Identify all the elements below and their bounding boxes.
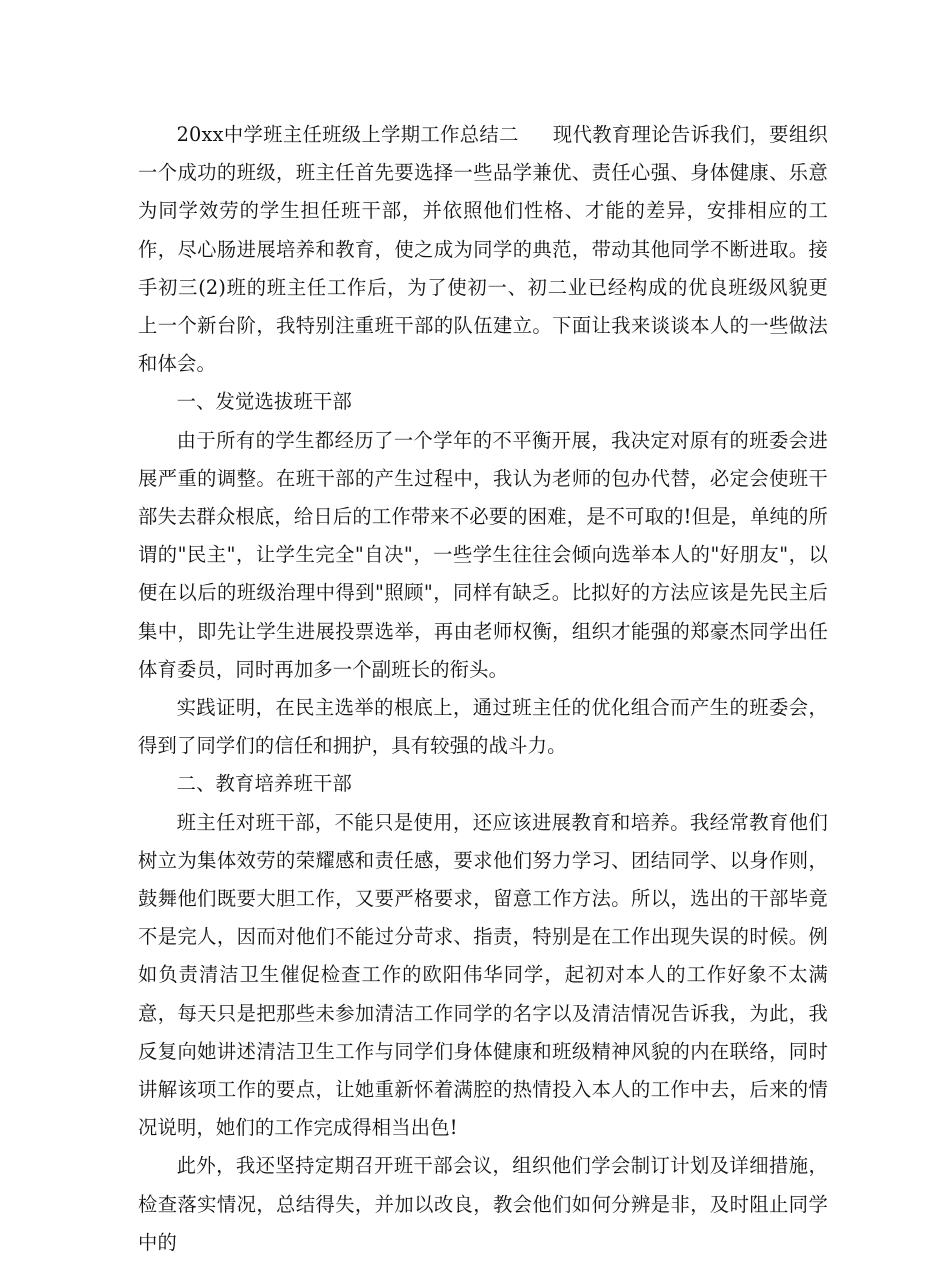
section-heading-1: 一、发觉选拔班干部	[176, 390, 352, 414]
intro-text: 现代教育理论告诉我们，要组织一个成功的班级，班主任首先要选择一些品学兼优、责任心强、身体健康、乐意为同学效劳的学生担任班干部，并依照他们性格、才能的差异，安排相应的工作，尽心肠进展培养和教育，使之成为同学的典范，带动其他同学不断进取。接手初三(2)班的班主任工作后，为了使初一、初二业已经构成的优良班级风貌更上一个新台阶，我特别注重班干部的队伍建立。下面让我来谈谈本人的一些做法和体会。	[138, 123, 828, 376]
intro-paragraph	[138, 116, 828, 383]
section2-paragraph-2: 此外，我还坚持定期召开班干部会议，组织他们学会制订计划及详细措施，检查落实情况，总结得失，并加以改良，教会他们如何分辨是非，及时阻止同学中的	[138, 1154, 828, 1254]
section1-paragraph-2: 实践证明，在民主选举的根底上，通过班主任的优化组合而产生的班委会，得到了同学们的信任和拥护，具有较强的战斗力。	[138, 696, 828, 758]
section2-paragraph-1: 班主任对班干部，不能只是使用，还应该进展教育和培养。我经常教育他们树立为集体效劳的荣耀感和责任感，要求他们努力学习、团结同学、以身作则，鼓舞他们既要大胆工作，又要严格要求，留意工作方法。所以，选出的干部毕竟不是完人，因而对他们不能过分苛求、指责，特别是在工作出现失误的时候。例如负责清洁卫生催促检查工作的欧阳伟华同学，起初对本人的工作好象不太满意，每天只是把那些未参加清洁工作同学的名字以及清洁情况告诉我，为此，我反复向她讲述清洁卫生工作与同学们身体健康和班级精神风貌的内在联络，同时讲解该项工作的要点，让她重新怀着满腔的热情投入本人的工作中去，后来的情况说明，她们的工作完成得相当出色!	[138, 810, 828, 1140]
section-heading-2: 二、教育培养班干部	[176, 772, 352, 796]
section1-paragraph-1: 由于所有的学生都经历了一个学年的不平衡开展，我决定对原有的班委会进展严重的调整。在班干部的产生过程中，我认为老师的包办代替，必定会使班干部失去群众根底，给日后的工作带来不必要的困难，是不可取的!但是，单纯的所谓的"民主"，让学生完全"自决"，一些学生往往会倾向选举本人的"好朋友"，以便在以后的班级治理中得到"照顾"，同样有缺乏。比拟好的方法应该是先民主后集中，即先让学生进展投票选举，再由老师权衡，组织才能强的郑豪杰同学出任体育委员，同时再加多一个副班长的衔头。	[138, 428, 828, 681]
document-title: 20xx中学班主任班级上学期工作总结二	[176, 123, 519, 146]
